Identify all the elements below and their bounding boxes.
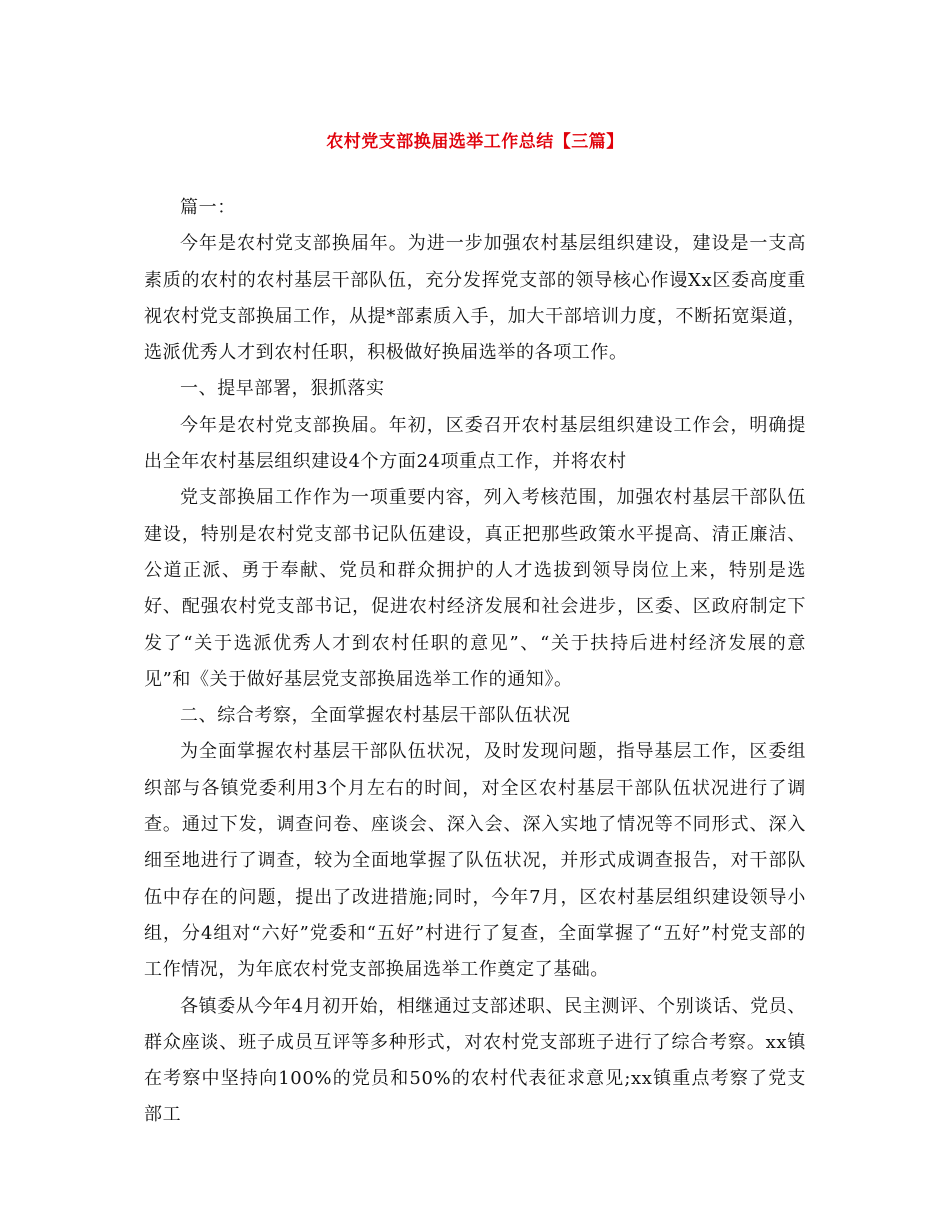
section-heading: 一、提早部署，狠抓落实 (180, 378, 385, 400)
body-paragraph: 党支部换届工作作为一项重要内容，列入考核范围，加强农村基层干部队伍建设，特别是农村党支部书记队伍建设，真正把那些政策水平提高、清正廉洁、公道正派、勇于奉献、党员和群众拥护的人才选拔到领导岗位上来，特别是选好、配强农村党支部书记，促进农村经济发展和社会进步，区委、区政府制定下发了“关于选派优秀人才到农村任职的意见”、“关于扶持后进村经济发展的意见”和《关于做好基层党支部换届选举工作的通知》。 (144, 487, 806, 690)
section-heading: 二、综合考察，全面掌握农村基层干部队伍状况 (180, 705, 571, 727)
body-paragraph: 各镇委从今年4月初开始，相继通过支部述职、民主测评、个别谈话、党员、群众座谈、班子成员互评等多种形式，对农村党支部班子进行了综合考察。xx镇在考察中坚持向100%的党员和50%的农村代表征求意见;xx镇重点考察了党支部工 (144, 995, 806, 1126)
body-paragraph: 为全面掌握农村基层干部队伍状况，及时发现问题，指导基层工作，区委组织部与各镇党委利用3个月左右的时间，对全区农村基层干部队伍状况进行了调查。通过下发，调查问卷、座谈会、深入会、深入实地了情况等不同形式、深入细至地进行了调查，较为全面地掌握了队伍状况，并形式成调查报告，对干部队伍中存在的问题，提出了改进措施;同时，今年7月，区农村基层组织建设领导小组，分4组对“六好”党委和“五好”村进行了复查，全面掌握了“五好”村党支部的工作情况，为年底农村党支部换届选举工作奠定了基础。 (144, 741, 806, 981)
body-paragraph: 今年是农村党支部换届。年初，区委召开农村基层组织建设工作会，明确提出全年农村基层组织建设4个方面24项重点工作，并将农村 (144, 414, 806, 473)
document-body (144, 190, 806, 1134)
document-title: 农村党支部换届选举工作总结【三篇】 (326, 132, 624, 152)
body-paragraph: 今年是农村党支部换届年。为进一步加强农村基层组织建设，建设是一支高素质的农村的农村基层干部队伍，充分发挥党支部的领导核心作谩Xx区委高度重视农村党支部换届工作，从提*部素质入手，加大干部培训力度，不断拓宽渠道，选派优秀人才到农村任职，积极做好换届选举的各项工作。 (144, 233, 806, 364)
section-heading-part-one: 篇一： (180, 197, 236, 218)
